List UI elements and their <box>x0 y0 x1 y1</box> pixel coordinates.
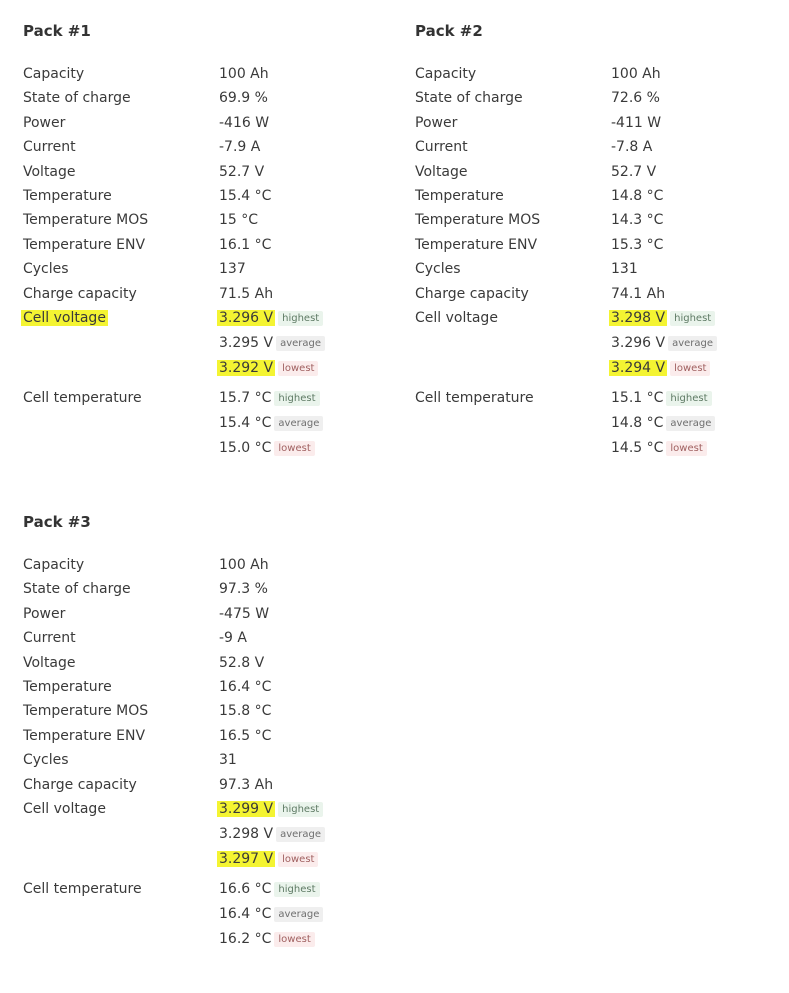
soc-value: 69.9 % <box>219 90 268 107</box>
power-value: -416 W <box>219 114 270 131</box>
current-value: -9 A <box>219 630 247 647</box>
average-badge: average <box>274 416 323 431</box>
lowest-badge: lowest <box>666 441 706 456</box>
temperature-label: Temperature <box>415 187 504 204</box>
cell-temperature-label: Cell temperature <box>23 389 142 406</box>
cell-voltage-group <box>23 306 403 381</box>
cell-voltage-lowest-value: 3.292 V <box>219 359 274 376</box>
cell-voltage-label: Cell voltage <box>415 309 498 326</box>
cell-temperature-highest-value: 15.7 °C <box>219 389 272 406</box>
capacity-label: Capacity <box>23 66 85 82</box>
temp-mos-label: Temperature MOS <box>23 212 149 229</box>
current-label: Current <box>23 630 76 647</box>
temperature-value: 15.4 °C <box>219 187 272 204</box>
soc-value: 72.6 % <box>611 90 660 107</box>
cell-temperature-highest <box>611 386 789 411</box>
power-label: Power <box>23 114 66 131</box>
cycles-label: Cycles <box>415 261 461 278</box>
pack-2-panel <box>415 20 789 461</box>
current-label: Current <box>23 139 76 156</box>
average-badge: average <box>668 336 717 351</box>
current-label: Current <box>415 139 468 156</box>
cell-voltage-group <box>23 797 403 872</box>
lowest-badge: lowest <box>274 932 314 947</box>
cell-temperature-lowest-value: 16.2 °C <box>219 930 272 947</box>
charge-capacity-label: Charge capacity <box>23 285 137 302</box>
pack-title: Pack #3 <box>23 513 91 531</box>
voltage-value: 52.7 V <box>219 163 265 180</box>
soc-value: 97.3 % <box>219 581 268 598</box>
cell-voltage-average-value: 3.295 V <box>219 334 274 351</box>
cycles-row <box>23 257 403 281</box>
capacity-row <box>23 62 403 86</box>
cell-voltage-label: Cell voltage <box>23 800 106 817</box>
temp-mos-row <box>415 208 789 232</box>
cell-voltage-average-value: 3.298 V <box>219 825 274 842</box>
voltage-row <box>415 160 789 184</box>
cell-temperature-highest-value: 16.6 °C <box>219 880 272 897</box>
cycles-label: Cycles <box>23 261 69 278</box>
cell-voltage-average-value: 3.296 V <box>611 334 666 351</box>
cell-temperature-average <box>611 411 789 436</box>
cycles-value: 137 <box>219 261 246 278</box>
power-row <box>23 111 403 135</box>
temp-env-row <box>23 233 403 257</box>
average-badge: average <box>276 827 325 842</box>
charge-capacity-value: 74.1 Ah <box>611 285 666 302</box>
temp-mos-label: Temperature MOS <box>415 212 541 229</box>
cell-temperature-lowest-value: 14.5 °C <box>611 439 664 456</box>
lowest-badge: lowest <box>278 852 318 867</box>
power-value: -411 W <box>611 114 662 131</box>
charge-capacity-label: Charge capacity <box>415 285 529 302</box>
temp-env-row <box>415 233 789 257</box>
capacity-row <box>23 553 403 577</box>
cell-temperature-group <box>415 386 789 461</box>
highest-badge: highest <box>670 311 715 326</box>
cell-voltage-group <box>415 306 789 381</box>
highest-badge: highest <box>274 882 319 897</box>
lowest-badge: lowest <box>278 361 318 376</box>
cell-voltage-average <box>219 822 403 847</box>
soc-row <box>415 86 789 110</box>
cell-voltage-highest-value: 3.296 V <box>219 309 274 326</box>
cell-voltage-label-text: Cell voltage <box>23 309 106 326</box>
soc-label: State of charge <box>415 90 523 107</box>
cycles-value: 31 <box>219 752 237 769</box>
cell-voltage-label <box>23 306 108 331</box>
charge-capacity-value: 97.3 Ah <box>219 776 274 793</box>
cell-temperature-average-value: 15.4 °C <box>219 414 272 431</box>
power-row <box>23 602 403 626</box>
temp-env-value: 16.5 °C <box>219 727 272 744</box>
temperature-row <box>415 184 789 208</box>
current-row <box>23 626 403 650</box>
soc-label: State of charge <box>23 581 131 598</box>
cell-voltage-lowest-value: 3.294 V <box>611 359 666 376</box>
temp-env-label: Temperature ENV <box>23 727 146 744</box>
pack-title: Pack #1 <box>23 22 91 40</box>
cell-temperature-label: Cell temperature <box>415 389 534 406</box>
capacity-label: Capacity <box>415 66 477 82</box>
soc-label: State of charge <box>23 90 131 107</box>
charge-capacity-row <box>415 282 789 306</box>
cell-voltage-lowest-value: 3.297 V <box>219 850 274 867</box>
temp-env-label: Temperature ENV <box>23 236 146 253</box>
current-row <box>415 135 789 159</box>
highest-badge: highest <box>278 311 323 326</box>
temp-env-value: 16.1 °C <box>219 236 272 253</box>
cell-voltage-lowest <box>219 847 403 872</box>
cell-voltage-lowest <box>219 356 403 381</box>
cell-temperature-group <box>23 386 403 461</box>
cell-voltage-highest <box>219 797 403 822</box>
temp-env-row <box>23 724 403 748</box>
highest-badge: highest <box>666 391 711 406</box>
cell-temperature-lowest <box>219 436 403 461</box>
temp-mos-row <box>23 699 403 723</box>
cell-temperature-highest <box>219 386 403 411</box>
current-value: -7.9 A <box>219 139 261 156</box>
temp-mos-label: Temperature MOS <box>23 703 149 720</box>
voltage-label: Voltage <box>23 163 76 180</box>
cell-voltage-highest-value: 3.299 V <box>219 800 274 817</box>
cell-temperature-lowest <box>219 927 403 952</box>
temp-mos-value: 15 °C <box>219 212 259 229</box>
temperature-label: Temperature <box>23 678 112 695</box>
highest-badge: highest <box>278 802 323 817</box>
cell-temperature-lowest <box>611 436 789 461</box>
current-row <box>23 135 403 159</box>
charge-capacity-row <box>23 773 403 797</box>
cell-temperature-highest-value: 15.1 °C <box>611 389 664 406</box>
temp-mos-value: 15.8 °C <box>219 703 272 720</box>
charge-capacity-value: 71.5 Ah <box>219 285 274 302</box>
temperature-label: Temperature <box>23 187 112 204</box>
cell-temperature-average-value: 16.4 °C <box>219 905 272 922</box>
pack-title: Pack #2 <box>415 22 483 40</box>
capacity-label: Capacity <box>23 557 85 573</box>
voltage-label: Voltage <box>23 654 76 671</box>
cell-temperature-group <box>23 877 403 952</box>
capacity-value: 100 Ah <box>219 66 269 82</box>
capacity-value: 100 Ah <box>611 66 661 82</box>
soc-row <box>23 86 403 110</box>
cell-voltage-lowest <box>611 356 789 381</box>
temp-mos-row <box>23 208 403 232</box>
cell-voltage-average <box>219 331 403 356</box>
temp-env-value: 15.3 °C <box>611 236 664 253</box>
average-badge: average <box>274 907 323 922</box>
temp-env-label: Temperature ENV <box>415 236 538 253</box>
temperature-value: 14.8 °C <box>611 187 664 204</box>
temperature-row <box>23 184 403 208</box>
lowest-badge: lowest <box>274 441 314 456</box>
cycles-row <box>415 257 789 281</box>
highest-badge: highest <box>274 391 319 406</box>
voltage-row <box>23 651 403 675</box>
average-badge: average <box>666 416 715 431</box>
cell-temperature-average-value: 14.8 °C <box>611 414 664 431</box>
cell-temperature-lowest-value: 15.0 °C <box>219 439 272 456</box>
cycles-value: 131 <box>611 261 638 278</box>
temp-mos-value: 14.3 °C <box>611 212 664 229</box>
soc-row <box>23 577 403 601</box>
cell-temperature-highest <box>219 877 403 902</box>
voltage-value: 52.8 V <box>219 654 265 671</box>
capacity-row <box>415 62 789 86</box>
cell-temperature-average <box>219 411 403 436</box>
voltage-label: Voltage <box>415 163 468 180</box>
current-value: -7.8 A <box>611 139 653 156</box>
cell-voltage-highest <box>219 306 403 331</box>
pack-1-panel <box>23 20 403 461</box>
capacity-value: 100 Ah <box>219 557 269 573</box>
power-row <box>415 111 789 135</box>
voltage-row <box>23 160 403 184</box>
power-label: Power <box>415 114 458 131</box>
temperature-value: 16.4 °C <box>219 678 272 695</box>
cell-voltage-average <box>611 331 789 356</box>
voltage-value: 52.7 V <box>611 163 657 180</box>
temperature-row <box>23 675 403 699</box>
lowest-badge: lowest <box>670 361 710 376</box>
cell-voltage-highest-value: 3.298 V <box>611 309 666 326</box>
power-value: -475 W <box>219 605 270 622</box>
cycles-label: Cycles <box>23 752 69 769</box>
cell-temperature-average <box>219 902 403 927</box>
power-label: Power <box>23 605 66 622</box>
pack-3-panel <box>23 511 403 952</box>
average-badge: average <box>276 336 325 351</box>
charge-capacity-label: Charge capacity <box>23 776 137 793</box>
cell-temperature-label: Cell temperature <box>23 880 142 897</box>
cell-voltage-highest <box>611 306 789 331</box>
cycles-row <box>23 748 403 772</box>
charge-capacity-row <box>23 282 403 306</box>
